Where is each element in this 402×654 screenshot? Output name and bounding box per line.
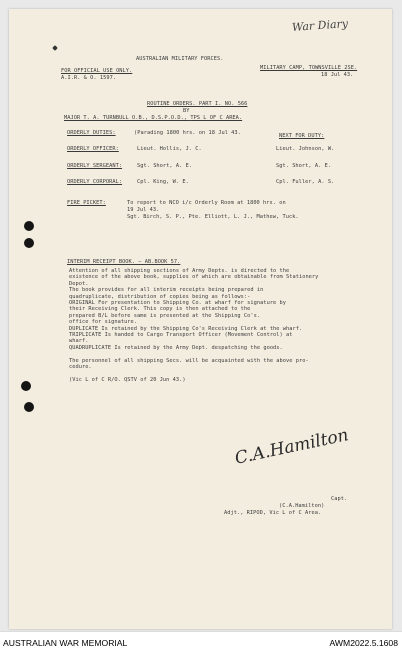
body-line: ORIGINAL For presentation to Shipping Co. at wharf for signature by [69,300,287,307]
body-line: Depot. [69,280,89,287]
duty-label: ORDERLY OFFICER: [67,146,119,152]
duty-value: Lieut. Hollis, J. C. [137,146,202,152]
next-for-duty-label: NEXT FOR DUTY: [279,133,325,139]
body-line: cedure. [69,364,92,371]
signature-scrawl: C.A.Hamilton [233,425,351,469]
duty-label: ORDERLY SERGEANT: [67,163,123,169]
file-reference: A.I.R. & O. 1597. [61,75,117,81]
punch-hole [21,381,31,391]
body-line: (Vic L of C R/O. QSTV of 20 Jun 43.) [69,376,186,383]
orders-title: ROUTINE ORDERS. PART I. NO. 566 [147,101,248,107]
body-line: office for signature. [69,319,138,326]
section-title: INTERIM RECEIPT BOOK. — AB.BOOK 57. [67,259,181,265]
fire-picket-line: To report to NCO i/c Orderly Room at 1800 hrs. on [127,200,286,206]
document-page [9,9,392,629]
duty-value: Sgt. Short, A. E. [137,163,193,169]
duty-label: ORDERLY DUTIES: [67,130,116,136]
body-line: The book provides for all interim receipts being prepared in [69,287,264,294]
body-line: existence of the above book, supplies of which are obtainable from Stationery [69,274,319,281]
document-heading: AUSTRALIAN MILITARY FORCES. [136,56,224,62]
fire-picket-line: Sgt. Birch, S. P., Pte. Elliott, L. J., Mathew, Tuck. [127,214,299,220]
signatory-name: (C.A.Hamilton) [279,503,325,509]
document-date: 18 Jul 43. [321,72,354,78]
signatory-role: Adjt., RIPOD, Vic L of C Area. [224,510,322,516]
body-line: Attention of all shipping sections of Army Depts. is directed to the [69,268,290,274]
orders-by: BY [183,108,190,114]
body-line: TRIPLICATE Is handed to Cargo Transport Officer (Movement Control) at [69,332,293,339]
signatory-rank: Capt. [331,496,348,502]
pin-mark [52,45,58,51]
section-body [69,268,318,383]
punch-hole [24,238,34,248]
duty-next: Cpl. Fuller, A. S. [276,179,335,185]
official-use-label: FOR OFFICIAL USE ONLY. [61,68,133,74]
orders-officer [64,115,242,121]
duty-value: Cpl. King, W. E. [137,179,189,185]
punch-hole [24,402,34,412]
body-line: prepared B/L before same is presented at the Shipping Co's. [69,312,261,319]
duty-next: Sgt. Short, A. E. [276,163,332,169]
officer-name: MAJOR T. A. TURNBULL O.B., D.S.P.O.D., [64,115,191,121]
body-line: quadruplicate, distribution of copies being as follows:- [69,293,251,300]
body-line: their Receiving Clerk. This copy is then attached to the [69,306,251,313]
footer-accession: AWM2022.5.1608 [329,638,398,648]
duty-label: ORDERLY CORPORAL: [67,179,123,185]
archive-footer [0,631,402,654]
fire-picket-label: FIRE PICKET: [67,200,106,206]
footer-source: AUSTRALIAN WAR MEMORIAL [3,638,128,648]
body-line: wharf. [69,338,89,345]
war-diary-annotation: War Diary [291,17,349,34]
area-name: TPS L OF C AREA. [190,115,243,121]
duty-next: Lieut. Johnson, W. [276,146,335,152]
body-line: The personnel of all shipping Secs. will be acquainted with the above pro- [69,357,309,364]
duty-value: (Parading 1800 hrs. on 18 Jul 43. [134,130,241,136]
camp-location: MILITARY CAMP, TOWNSVILLE 2SE. [260,65,358,71]
body-line: DUPLICATE Is retained by the Shipping Co's Receiving Clerk at the wharf. [69,325,303,332]
punch-hole [24,221,34,231]
body-line: QUADRUPLICATE Is retained by the Army Dept. despatching the goods. [69,344,283,351]
fire-picket-line: 19 Jul 43. [127,207,160,213]
